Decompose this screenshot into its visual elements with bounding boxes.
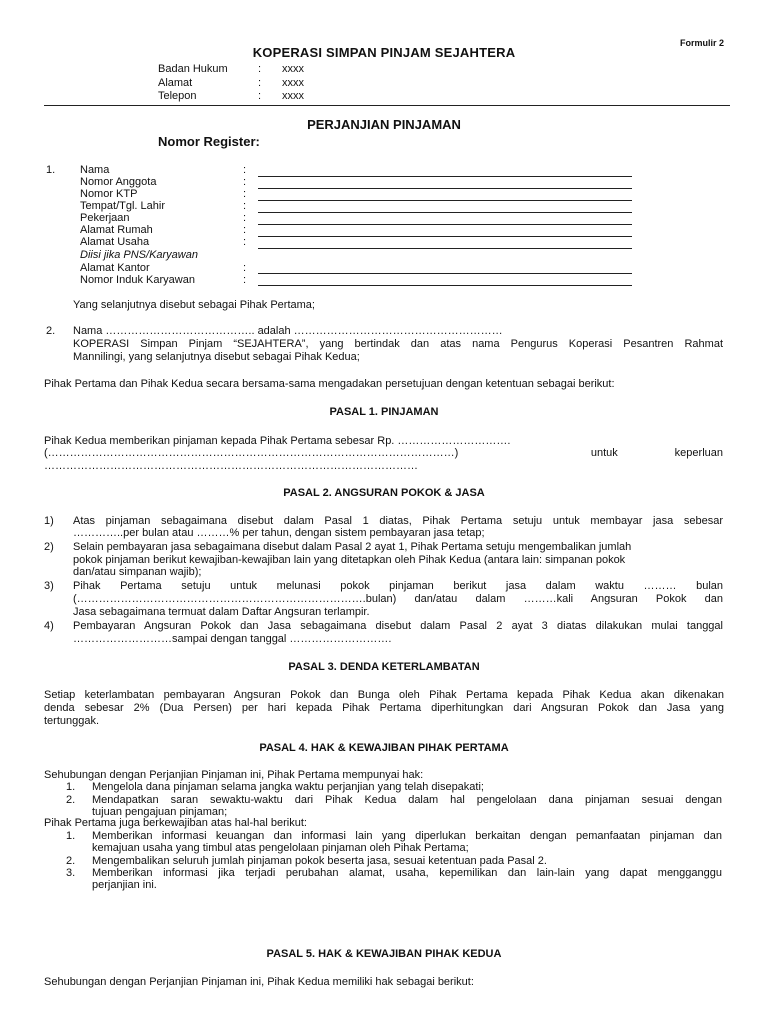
document-title: PERJANJIAN PINJAMAN xyxy=(307,117,461,132)
pasal-2-item-line: pokok pinjaman berikut kewajiban-kewajiban lain yang ditetapkan oleh Pihak Kedua (antara lain: simpanan pokok xyxy=(73,554,626,566)
pasal-2-item-number: 3) xyxy=(44,580,54,592)
field-label-nomor-ktp: Nomor KTP xyxy=(80,188,138,200)
pasal-1-line: ………………………………………………………………………………………… xyxy=(44,460,418,472)
pasal-2-item-line: …………..per bulan atau ………% per tahun, dengan sistem pembayaran jasa tetap; xyxy=(73,527,485,539)
field-colon: : xyxy=(243,176,247,188)
pasal-5-intro: Sehubungan dengan Perjanjian Pinjaman ini, Pihak Kedua memiliki hak sebagai berikut: xyxy=(44,976,474,988)
pasal-3-line: denda sebesar 2% (Dua Persen) per hari kepada Pihak Pertama diperhitungkan dari Angsuran Pokok dan Jasa yang xyxy=(44,702,724,714)
pasal-4-right-line: Mendapatkan saran sewaktu-waktu dari Pihak Kedua dalam hal pengelolaan dana pinjaman sesuai dengan xyxy=(92,794,722,806)
pasal-2-item-number: 4) xyxy=(44,620,54,632)
pasal-2-heading: PASAL 2. ANGSURAN POKOK & JASA xyxy=(283,487,485,499)
pasal-1-amount-words: (…………………………………………………………………………………………………) xyxy=(44,447,459,459)
pasal-2-item-line: Pihak Pertama setuju untuk melunasi pokok pinjaman berikut jasa dalam waktu ……… bulan xyxy=(73,580,723,592)
header-row-colon: : xyxy=(258,77,262,89)
header-divider xyxy=(44,105,730,106)
field-line-nomor-induk-karyawan[interactable] xyxy=(258,285,632,286)
pasal-4-duty-line: Mengembalikan seluruh jumlah pinjaman pokok beserta jasa, sesuai ketentuan pada Pasal 2. xyxy=(92,855,547,867)
field-colon: : xyxy=(243,164,247,176)
field-label-pekerjaan: Pekerjaan xyxy=(80,212,130,224)
pasal-1-heading: PASAL 1. PINJAMAN xyxy=(329,406,439,418)
field-line-alamat-kantor[interactable] xyxy=(258,273,632,274)
party-two-line: Nama ………………………………….. adalah ………………………………………………… xyxy=(73,325,503,337)
field-colon: : xyxy=(243,212,247,224)
organization-title: KOPERASI SIMPAN PINJAM SEJAHTERA xyxy=(252,45,516,60)
field-label-alamat-rumah: Alamat Rumah xyxy=(80,224,153,236)
field-line-pekerjaan[interactable] xyxy=(258,224,632,225)
header-row-label: Alamat xyxy=(158,77,193,89)
field-line-nomor-anggota[interactable] xyxy=(258,188,632,189)
pasal-2-item-line: dan/atau simpanan wajib); xyxy=(73,566,202,578)
pasal-2-item-line: Pembayaran Angsuran Pokok dan Jasa sebagaimana disebut dalam Pasal 2 ayat 3 diatas dilakukan mulai tanggal xyxy=(73,620,723,632)
pasal-2-item-number: 2) xyxy=(44,541,54,553)
pasal-4-duty-line: Memberikan informasi jika terjadi perubahan alamat, usaha, kepemilikan dan lain-lain yang dapat mengganggu xyxy=(92,867,722,879)
pasal-4-duties-intro: Pihak Pertama juga berkewajiban atas hal-hal berikut: xyxy=(44,817,307,829)
pasal-3-line: Setiap keterlambatan pembayaran Angsuran Pokok dan Bunga oleh Pihak Pertama kepada Pihak Kedua akan dikenakan xyxy=(44,689,724,701)
pasal-1-line xyxy=(44,447,723,460)
pasal-4-right-number: 2. xyxy=(66,794,76,806)
field-line-alamat-rumah[interactable] xyxy=(258,236,632,237)
field-line-tempat-tgl-lahir[interactable] xyxy=(258,212,632,213)
pasal-4-duty-number: 2. xyxy=(66,855,76,867)
pasal-1-keperluan: keperluan xyxy=(674,447,723,459)
field-line-nomor-ktp[interactable] xyxy=(258,200,632,201)
pasal-3-heading: PASAL 3. DENDA KETERLAMBATAN xyxy=(288,661,480,673)
field-label-nomor-induk-karyawan: Nomor Induk Karyawan xyxy=(80,274,195,286)
field-colon: : xyxy=(243,236,247,248)
pasal-1-untuk: untuk xyxy=(590,447,618,459)
pasal-4-heading: PASAL 4. HAK & KEWAJIBAN PIHAK PERTAMA xyxy=(259,742,509,754)
field-colon: : xyxy=(243,274,247,286)
field-line-nama[interactable] xyxy=(258,176,632,177)
header-row-colon: : xyxy=(258,63,262,75)
field-line-alamat-usaha[interactable] xyxy=(258,248,632,249)
party-two-number: 2. xyxy=(46,325,56,337)
header-row-telepon xyxy=(158,90,304,103)
pasal-4-right-number: 1. xyxy=(66,781,76,793)
pasal-2-item-line: (…………………………………………………………………….bulan) dan/atau dalam ………kali Angsuran Pokok dan xyxy=(73,593,723,605)
pasal-4-rights-intro: Sehubungan dengan Perjanjian Pinjaman ini, Pihak Pertama mempunyai hak: xyxy=(44,769,424,781)
field-colon: : xyxy=(243,188,247,200)
agreement-intro: Pihak Pertama dan Pihak Kedua secara bersama-sama mengadakan persetujuan dengan ketentuan sebagai berikut: xyxy=(44,378,615,390)
field-colon: : xyxy=(243,224,247,236)
pasal-5-heading: PASAL 5. HAK & KEWAJIBAN PIHAK KEDUA xyxy=(266,948,502,960)
pasal-2-item-line: Jasa sebagaimana termuat dalam Daftar Angsuran terlampir. xyxy=(73,606,370,618)
header-row-label: Telepon xyxy=(158,90,197,102)
register-number-label: Nomor Register: xyxy=(158,134,260,149)
field-label-alamat-usaha: Alamat Usaha xyxy=(80,236,150,248)
pasal-4-duty-line: kemajuan usaha yang timbul atas pengelolaan pinjaman oleh Pihak Pertama; xyxy=(92,842,469,854)
field-label-nomor-anggota: Nomor Anggota xyxy=(80,176,157,188)
party-two-line: Mannilingi, yang selanjutnya disebut sebagai Pihak Kedua; xyxy=(73,351,360,363)
pasal-4-duty-number: 3. xyxy=(66,867,76,879)
header-row-value: xxxx xyxy=(282,63,304,75)
pasal-2-item-line: Atas pinjaman sebagaimana disebut dalam Pasal 1 diatas, Pihak Pertama setuju untuk membayar jasa sebesar xyxy=(73,515,723,527)
field-label-nama: Nama xyxy=(80,164,110,176)
pasal-1-line: Pihak Kedua memberikan pinjaman kepada Pihak Pertama sebesar Rp. …………………………. xyxy=(44,435,511,447)
party-one-number: 1. xyxy=(46,164,56,176)
header-row-badan-hukum xyxy=(158,63,304,76)
pasal-2-item-line: ………………………sampai dengan tanggal ………………………. xyxy=(73,633,392,645)
pasal-4-right-line: Mengelola dana pinjaman selama jangka waktu perjanjian yang telah disepakati; xyxy=(92,781,484,793)
pasal-4-duty-line: perjanjian ini. xyxy=(92,879,157,891)
form-number-label: Formulir 2 xyxy=(679,38,724,48)
pasal-4-right-line: tujuan pengajuan pinjaman; xyxy=(92,806,228,818)
pasal-2-item-line: Selain pembayaran jasa sebagaimana disebut dalam Pasal 2 ayat 1, Pihak Pertama setuju mengembalikan jumlah xyxy=(73,541,632,553)
party-one-note: Yang selanjutnya disebut sebagai Pihak Pertama; xyxy=(73,299,315,311)
header-row-label: Badan Hukum xyxy=(158,63,228,75)
header-row-colon: : xyxy=(258,90,262,102)
pasal-4-duty-line: Memberikan informasi keuangan dan informasi lain yang diperlukan berkaitan dengan pemanfaatan pinjaman dan xyxy=(92,830,722,842)
field-colon: : xyxy=(243,262,247,274)
field-label-alamat-kantor: Alamat Kantor xyxy=(80,262,150,274)
header-row-value: xxxx xyxy=(282,77,304,89)
field-label-tempat-tgl-lahir: Tempat/Tgl. Lahir xyxy=(80,200,165,212)
header-row-value: xxxx xyxy=(282,90,304,102)
field-colon: : xyxy=(243,200,247,212)
pasal-4-duty-number: 1. xyxy=(66,830,76,842)
header-row-alamat xyxy=(158,77,304,90)
party-two-line: KOPERASI Simpan Pinjam “SEJAHTERA”, yang bertindak dan atas nama Pengurus Koperasi Pesantren Rahmat xyxy=(73,338,723,350)
field-note-pns-karyawan: Diisi jika PNS/Karyawan xyxy=(80,249,198,261)
pasal-2-item-number: 1) xyxy=(44,515,54,527)
pasal-3-line: tertunggak. xyxy=(44,715,100,727)
